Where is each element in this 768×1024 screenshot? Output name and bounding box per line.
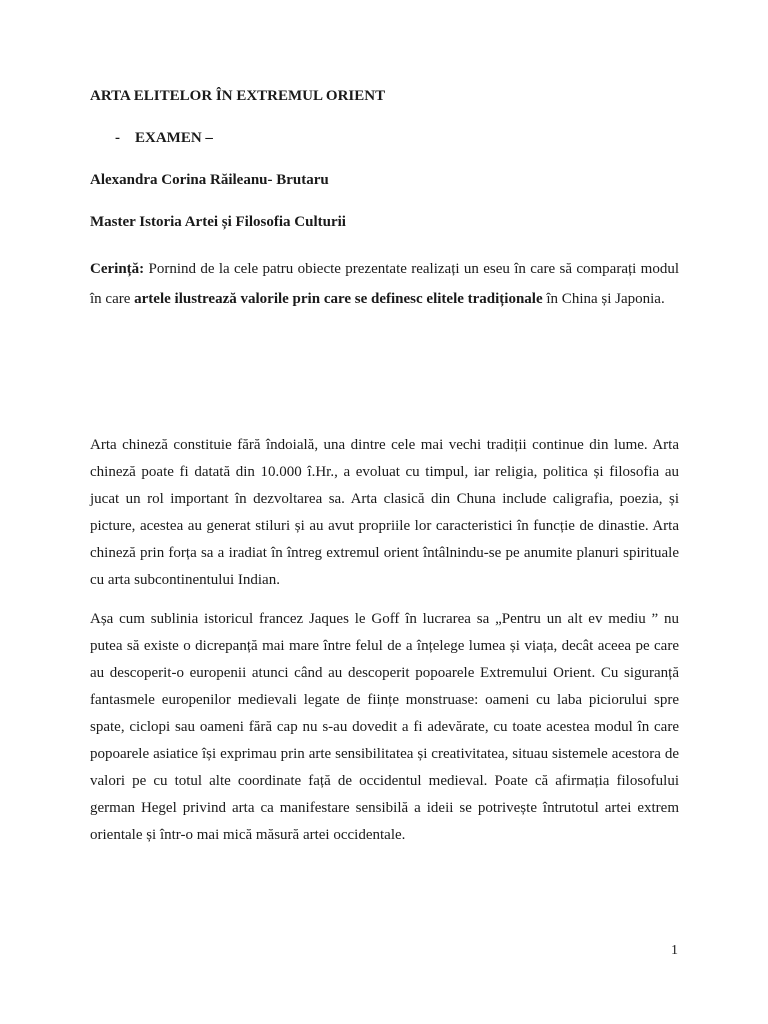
page-number: 1 (671, 943, 678, 958)
essay-body (90, 432, 679, 861)
requirement-label: Cerință: (90, 261, 145, 277)
subtitle-dash: - (115, 130, 120, 146)
subtitle-text: EXAMEN – (135, 130, 213, 146)
requirement-emphasis: artele ilustrează valorile prin care se definesc elitele tradiționale (134, 291, 543, 307)
requirement-statement (90, 254, 679, 314)
document-subtitle (90, 128, 679, 148)
requirement-text-after: în China și Japonia. (542, 291, 665, 307)
requirement-text-before: Pornind de la cele patru obiecte prezentate realizați un eseu în care să comparați modul în care (90, 261, 679, 307)
essay-paragraph: Așa cum sublinia istoricul francez Jaques le Goff în lucrarea sa „Pentru un alt ev mediu ” nu putea să existe o dicrepanță mai mare între felul de a înțelege lumea și viața, decât aceea pe care au descoperit-o europenii atunci când au descoperit popoarele Extremului Orient. Cu siguranță fantasmele europenilor medievali legate de ființe monstruase: oameni cu laba piciorului spre spate, ciclopi sau oameni fără cap nu s-au dovedit a fi adevărate, cu toate acestea modul în care popoarele asiatice își exprimau prin arte sensibilitatea și creativitatea, situau sistemele acestora de valori pe cu totul alte coordinate față de occidentul medieval. Poate că afirmația filosofului german Hegel privind arta ca manifestare sensibilă a ideii se potrivește întrutotul artei extrem orientale și într-o mai mică măsură artei occidentale. (90, 611, 679, 843)
program-name: Master Istoria Artei și Filosofia Culturii (90, 214, 346, 230)
essay-paragraph: Arta chineză constituie fără îndoială, una dintre cele mai vechi tradiții continue din lume. Arta chineză poate fi datată din 10.000 î.Hr., a evoluat cu timpul, iar religia, politica și filosofia au jucat un rol important în dezvoltarea sa. Arta clasică din Chuna include caligrafia, poezia, și picture, acestea au generat stiluri și au avut propriile lor caracteristici în funcție de dinastie. Arta chineză prin forța sa a iradiat în întreg extremul orient întâlnindu-se pe anumite planuri spirituale cu arta subcontinentului Indian. (90, 437, 679, 588)
author-name: Alexandra Corina Răileanu- Brutaru (90, 172, 329, 188)
document-header (90, 86, 679, 314)
document-title: ARTA ELITELOR ÎN EXTREMUL ORIENT (90, 88, 386, 104)
